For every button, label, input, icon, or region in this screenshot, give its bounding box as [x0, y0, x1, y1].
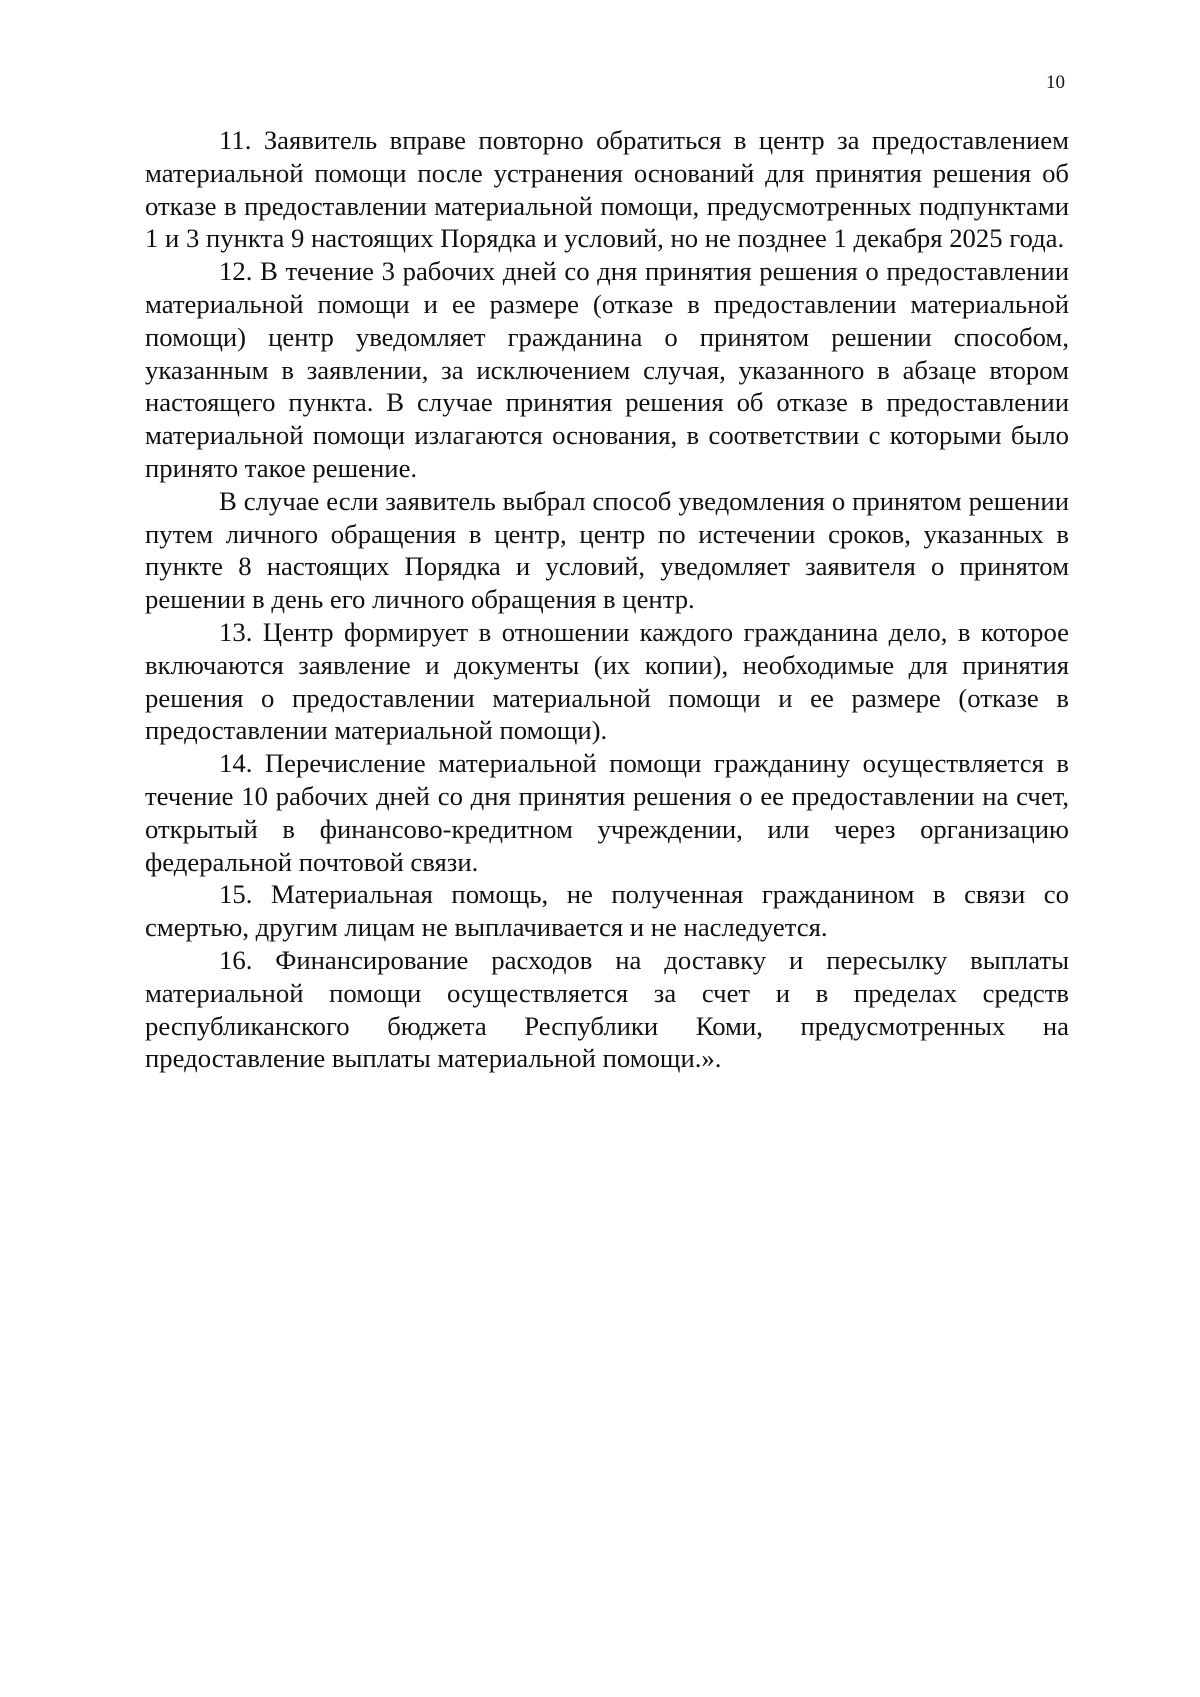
paragraph-12-second: В случае если заявитель выбрал способ уведомления о принятом решении путем личного обращения в центр, центр по истечении сроков, указанных в пункте 8 настоящих Порядка и условий, уведомляет заявителя о принятом решении в день его личного обращения в центр. — [145, 485, 1069, 615]
paragraph-13: 13. Центр формирует в отношении каждого гражданина дело, в которое включаются заявление и документы (их копии), необходимые для принятия решения о предоставлении материальной помощи и ее размере (отказе в предоставлении материальной помощи). — [145, 616, 1069, 746]
paragraph-14: 14. Перечисление материальной помощи гражданину осуществляется в течение 10 рабочих дней со дня принятия решения о ее предоставлении на счет, открытый в финансово-кредитном учреждении, или через организацию федеральной почтовой связи. — [145, 748, 1069, 877]
page-number: 10 — [1046, 72, 1065, 93]
paragraph-12: 12. В течение 3 рабочих дней со дня принятия решения о предоставлении материальной помощи и ее размере (отказе в предоставлении материальной помощи) центр уведомляет гражданина о принятом решении способом, указанным в заявлении, за исключением случая, указанного в абзаце втором настоящего пункта. В случае принятия решения об отказе в предоставлении материальной помощи излагаются основания, в соответствии с которыми было принято такое решение. — [145, 256, 1069, 483]
paragraph-11: 11. Заявитель вправе повторно обратиться в центр за предоставлением материальной помощи после устранения оснований для принятия решения об отказе в предоставлении материальной помощи, предусмотренных подпунктами 1 и 3 пункта 9 настоящих Порядка и условий, но не позднее 1 декабря 2025 года. — [145, 125, 1069, 254]
paragraph-16: 16. Финансирование расходов на доставку и пересылку выплаты материальной помощи осуществляется за счет и в пределах средств республиканского бюджета Республики Коми, предусмотренных на предоставление выплаты материальной помощи.». — [145, 944, 1069, 1074]
paragraph-15: 15. Материальная помощь, не полученная гражданином в связи со смертью, другим лицам не выплачивается и не наследуется. — [145, 879, 1069, 943]
document-body — [145, 124, 1069, 1075]
